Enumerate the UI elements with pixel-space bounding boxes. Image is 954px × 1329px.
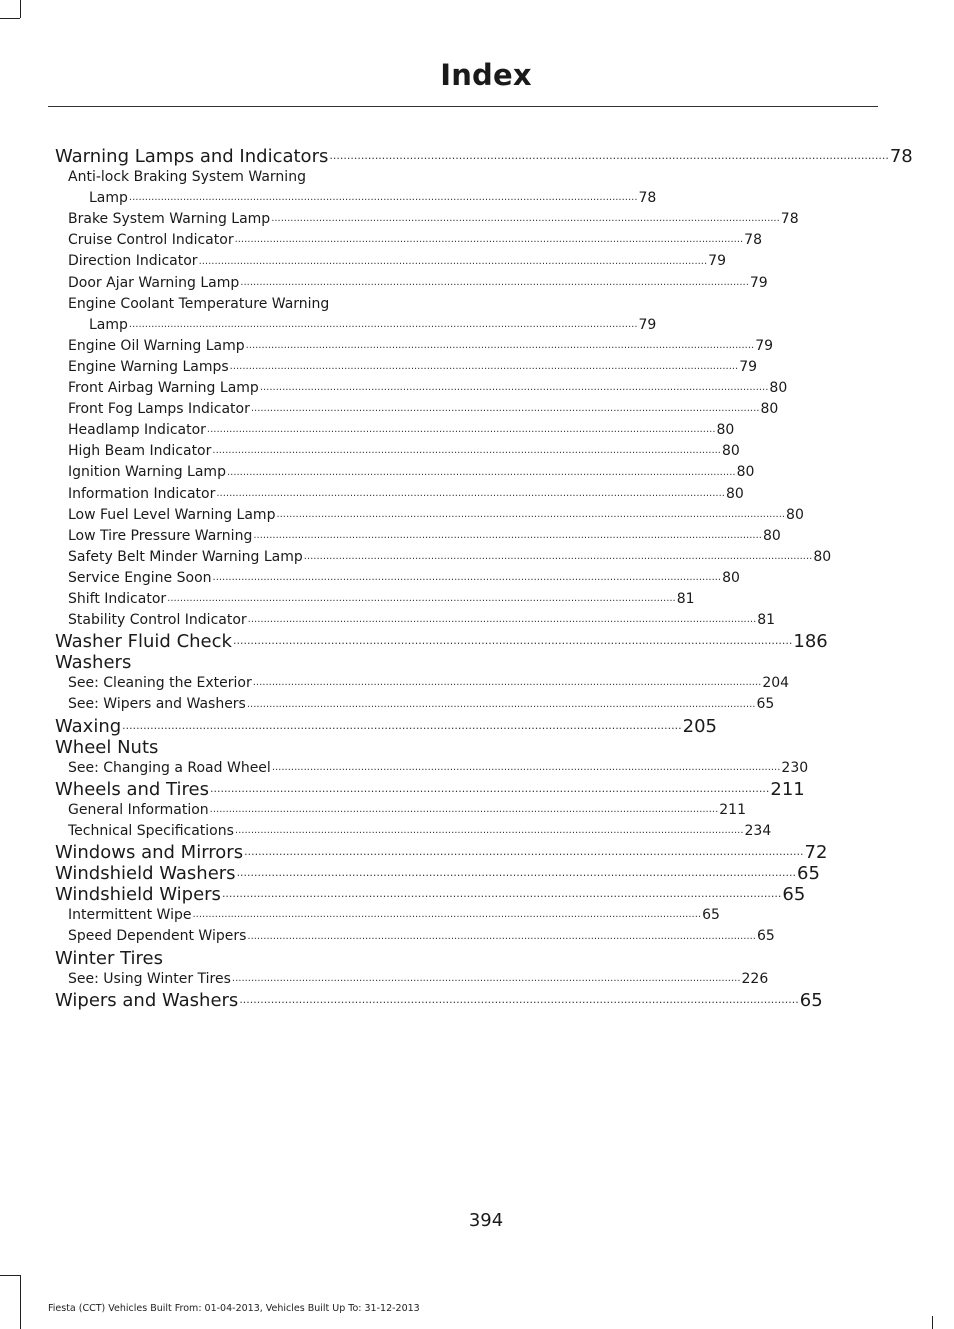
dot-leader: ................................................................................................................................................................	[209, 781, 770, 795]
index-entry	[55, 673, 790, 694]
dot-leader: ................................................................................................................................................................	[122, 718, 682, 732]
index-entry	[55, 484, 744, 505]
index-entry	[55, 399, 779, 420]
index-entry-label: Headlamp Indicator	[68, 422, 206, 439]
dot-leader: ................................................................................................................................................................	[216, 487, 725, 499]
index-entry-label: Wheel Nuts	[55, 736, 159, 758]
index-entry-page: 80	[813, 548, 832, 565]
index-entry-page: 65	[756, 928, 775, 945]
index-entry-label: Winter Tires	[55, 947, 163, 969]
index-entry-label: Low Tire Pressure Warning	[68, 527, 253, 544]
index-entry	[55, 737, 443, 758]
index-entry-label: High Beam Indicator	[68, 443, 212, 460]
index-entry	[55, 441, 740, 462]
dot-leader: ................................................................................................................................................................	[276, 508, 786, 520]
index-entry	[55, 715, 717, 737]
index-entry-page: 211	[719, 801, 746, 818]
index-entry-page: 81	[757, 612, 776, 629]
index-entry	[55, 778, 805, 800]
index-entry-label: Wheels and Tires	[55, 778, 209, 800]
index-entry-label: Speed Dependent Wipers	[68, 928, 247, 945]
dot-leader: ................................................................................................................................................................	[212, 445, 721, 457]
index-entry-page: 65	[782, 884, 806, 906]
index-entry-page: 65	[702, 907, 720, 924]
dot-leader: ................................................................................................................................................................	[247, 930, 756, 942]
crop-mark-top-left-horizontal	[0, 18, 20, 19]
index-entry-page: 80	[760, 401, 779, 418]
index-entry-label: See: Using Winter Tires	[68, 970, 231, 987]
index-entry-label: Brake System Warning Lamp	[68, 211, 271, 228]
dot-leader: ................................................................................................................................................................	[209, 804, 719, 815]
index-entry	[55, 251, 726, 272]
index-entry-page: 80	[786, 506, 804, 523]
index-entry	[55, 420, 735, 441]
index-entry-label: See: Wipers and Washers	[68, 696, 246, 713]
index-entry-label: General Information	[68, 801, 209, 818]
dot-leader: ................................................................................................................................................................	[240, 276, 749, 288]
index-entry-label: Low Fuel Level Warning Lamp	[68, 506, 276, 523]
index-entry	[55, 631, 828, 653]
index-entry	[55, 336, 774, 357]
dot-leader: ................................................................................................................................................................	[236, 866, 797, 880]
crop-mark-bottom-left-horizontal	[0, 1275, 20, 1276]
index-entry	[55, 505, 804, 526]
index-entry-page: 230	[781, 759, 809, 776]
index-entry-page: 72	[804, 842, 828, 864]
index-entry	[55, 167, 443, 188]
index-entry-label: Safety Belt Minder Warning Lamp	[68, 548, 303, 565]
index-entry-label: Windshield Washers	[55, 863, 236, 885]
index-entry-page: 80	[716, 422, 735, 439]
index-entry-label: Washers	[55, 652, 132, 674]
index-entry-label: Waxing	[55, 715, 122, 737]
index-entry-label: Direction Indicator	[68, 253, 198, 270]
index-entry	[55, 378, 788, 399]
index-entry-label: Windows and Mirrors	[55, 842, 244, 864]
index-entry-page: 81	[676, 590, 695, 607]
dot-leader: ................................................................................................................................................................	[245, 339, 755, 351]
index-entry	[55, 568, 740, 589]
index-entry-page: 78	[638, 190, 657, 207]
index-entry-label: Washer Fluid Check	[55, 631, 232, 653]
index-entry	[55, 842, 828, 864]
index-entry-page: 65	[756, 696, 775, 713]
index-entry-page: 80	[725, 485, 744, 502]
index-entry-label: See: Cleaning the Exterior	[68, 675, 252, 692]
index-entry-page: 80	[721, 443, 740, 460]
index-entry-page: 234	[744, 823, 772, 839]
dot-leader: ................................................................................................................................................................	[128, 192, 638, 204]
index-entry	[55, 294, 443, 315]
index-entry	[55, 821, 772, 842]
index-entry	[55, 800, 746, 821]
index-entry-label: Stability Control Indicator	[68, 612, 247, 629]
index-entry-page: 65	[799, 989, 823, 1011]
dot-leader: ................................................................................................................................................................	[250, 403, 760, 415]
dot-leader: ................................................................................................................................................................	[206, 424, 716, 436]
dot-leader: ................................................................................................................................................................	[271, 761, 781, 773]
index-entry-label: Wipers and Washers	[55, 989, 239, 1011]
index-entry-page: 65	[797, 863, 820, 885]
index-entry-page: 205	[682, 715, 717, 737]
index-entry	[55, 694, 775, 715]
dot-leader: ................................................................................................................................................................	[239, 992, 799, 1006]
index-entry-label: Engine Oil Warning Lamp	[68, 337, 245, 354]
index-entry-page: 211	[770, 778, 805, 800]
index-entry-label: Warning Lamps and Indicators	[55, 146, 329, 167]
index-entry-label: Front Airbag Warning Lamp	[68, 380, 259, 397]
index-entry-label: Cruise Control Indicator	[68, 232, 234, 249]
dot-leader: ................................................................................................................................................................	[234, 825, 744, 837]
title-divider	[48, 106, 878, 107]
index-list	[55, 146, 913, 1011]
page-number: 394	[468, 1210, 504, 1231]
index-entry-page: 80	[769, 380, 788, 397]
page-title: Index	[440, 58, 532, 92]
index-entry-label: Shift Indicator	[68, 590, 167, 607]
index-entry-label: Information Indicator	[68, 485, 216, 502]
index-entry-page: 80	[762, 527, 781, 544]
index-entry-label: Engine Warning Lamps	[68, 358, 229, 375]
index-entry-label: Lamp	[89, 316, 128, 333]
dot-leader: ................................................................................................................................................................	[229, 361, 739, 373]
index-entry-page: 78	[780, 211, 799, 228]
index-entry-page: 186	[793, 631, 828, 653]
index-entry-page: 80	[736, 464, 755, 481]
index-entry-page: 78	[744, 232, 762, 249]
index-entry	[55, 610, 776, 631]
index-entry-page: 79	[755, 337, 774, 354]
index-entry-page: 226	[741, 970, 769, 987]
index-entry-label: Technical Specifications	[68, 823, 234, 839]
index-entry-label: Front Fog Lamps Indicator	[68, 401, 250, 418]
index-entry	[55, 230, 762, 251]
index-entry	[55, 188, 657, 209]
index-entry	[55, 884, 806, 906]
index-entry	[55, 758, 809, 779]
dot-leader: ................................................................................................................................................................	[212, 571, 722, 583]
index-entry-label: See: Changing a Road Wheel	[68, 759, 271, 776]
index-entry-page: 78	[889, 146, 913, 167]
crop-mark-bottom-right-vertical	[932, 1316, 933, 1329]
dot-leader: ................................................................................................................................................................	[167, 593, 676, 605]
index-entry	[55, 462, 755, 483]
index-entry-label: Engine Coolant Temperature Warning	[68, 295, 330, 312]
dot-leader: ................................................................................................................................................................	[247, 614, 757, 626]
dot-leader: ................................................................................................................................................................	[252, 677, 762, 689]
index-entry	[55, 526, 781, 547]
index-entry	[55, 315, 657, 336]
index-entry-label: Anti-lock Braking System Warning	[68, 169, 306, 186]
crop-mark-bottom-left-vertical	[20, 1275, 21, 1329]
index-entry	[55, 989, 823, 1011]
dot-leader: ................................................................................................................................................................	[198, 255, 708, 267]
index-entry-page: 80	[722, 569, 740, 586]
index-entry	[55, 969, 769, 990]
dot-leader: ................................................................................................................................................................	[259, 382, 769, 394]
index-entry	[55, 589, 695, 610]
index-entry-page: 79	[739, 358, 758, 375]
dot-leader: ................................................................................................................................................................	[253, 529, 762, 541]
dot-leader: ................................................................................................................................................................	[329, 149, 889, 163]
index-entry-label: Door Ajar Warning Lamp	[68, 274, 240, 291]
footer-vehicle-info: Fiesta (CCT) Vehicles Built From: 01-04-2013, Vehicles Built Up To: 31-12-2013	[48, 1303, 420, 1314]
index-entry-page: 79	[749, 274, 768, 291]
index-entry	[55, 146, 913, 167]
dot-leader: ................................................................................................................................................................	[226, 466, 736, 478]
dot-leader: ................................................................................................................................................................	[303, 550, 813, 562]
index-entry-label: Ignition Warning Lamp	[68, 464, 226, 481]
index-entry	[55, 652, 443, 673]
index-entry	[55, 357, 758, 378]
index-entry	[55, 863, 820, 885]
dot-leader: ................................................................................................................................................................	[128, 318, 638, 330]
index-entry-label: Service Engine Soon	[68, 569, 212, 586]
index-entry	[55, 948, 443, 969]
dot-leader: ................................................................................................................................................................	[234, 234, 744, 246]
index-entry	[55, 209, 799, 230]
dot-leader: ................................................................................................................................................................	[271, 213, 780, 225]
crop-mark-top-left-vertical	[20, 0, 21, 18]
index-entry	[55, 547, 832, 568]
index-entry-page: 79	[708, 253, 726, 270]
index-entry	[55, 905, 720, 926]
dot-leader: ................................................................................................................................................................	[244, 845, 804, 859]
dot-leader: ................................................................................................................................................................	[231, 972, 741, 984]
dot-leader: ................................................................................................................................................................	[192, 909, 702, 921]
index-entry	[55, 273, 768, 294]
index-entry-label: Intermittent Wipe	[68, 907, 192, 924]
dot-leader: ................................................................................................................................................................	[246, 698, 756, 710]
index-entry-page: 204	[762, 675, 790, 692]
dot-leader: ................................................................................................................................................................	[221, 887, 782, 901]
index-entry-page: 79	[638, 316, 657, 333]
dot-leader: ................................................................................................................................................................	[232, 634, 793, 648]
index-entry-label: Windshield Wipers	[55, 884, 221, 906]
index-entry-label: Lamp	[89, 190, 128, 207]
index-entry	[55, 926, 775, 947]
